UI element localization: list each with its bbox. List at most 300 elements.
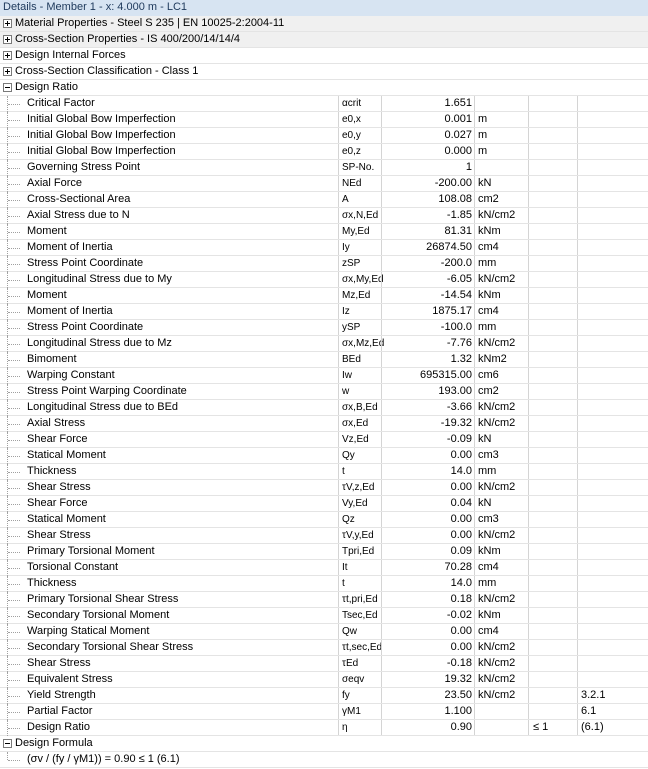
tree-branch <box>8 120 20 121</box>
tree-branch <box>8 376 20 377</box>
row-label: Axial Stress <box>27 417 86 429</box>
row-value: -0.02 <box>446 609 472 621</box>
row-symbol: Tsec,Ed <box>342 610 378 621</box>
unit-cell <box>474 592 529 607</box>
row-value: -200.00 <box>434 177 472 189</box>
tree-branch <box>8 520 20 521</box>
value-cell <box>381 416 475 431</box>
row-symbol: τV,z,Ed <box>342 482 375 493</box>
unit-cell <box>474 144 529 159</box>
comparison-cell <box>528 480 578 495</box>
reference-cell <box>577 112 648 127</box>
row-label: Moment of Inertia <box>27 241 113 253</box>
comparison-cell <box>528 560 578 575</box>
row-value: -1.85 <box>446 209 472 221</box>
row-unit: mm <box>478 321 497 333</box>
value-cell <box>381 336 475 351</box>
row-value: 14.0 <box>450 577 472 589</box>
comparison-cell <box>528 672 578 687</box>
tree-branch <box>8 360 20 361</box>
row-label: Moment <box>27 225 67 237</box>
design-ratio-row[interactable] <box>0 576 648 592</box>
row-value: 0.00 <box>450 641 472 653</box>
tree-branch <box>8 616 20 617</box>
row-unit: m <box>478 129 488 141</box>
reference-cell <box>577 656 648 671</box>
row-label: Moment of Inertia <box>27 305 113 317</box>
row-value: -19.32 <box>440 417 472 429</box>
row-value: 70.28 <box>444 561 472 573</box>
comparison-cell <box>528 720 578 735</box>
row-label: Governing Stress Point <box>27 161 141 173</box>
reference-cell <box>577 672 648 687</box>
tree-branch <box>8 472 20 473</box>
row-value: 1875.17 <box>432 305 472 317</box>
comparison-cell <box>528 512 578 527</box>
design-ratio-row[interactable] <box>0 96 648 112</box>
row-unit: kN <box>478 177 492 189</box>
comparison-cell <box>528 304 578 319</box>
tree-branch <box>8 536 20 537</box>
design-ratio-row[interactable] <box>0 112 648 128</box>
value-cell <box>381 496 475 511</box>
design-ratio-row[interactable] <box>0 560 648 576</box>
comparison-cell <box>528 544 578 559</box>
unit-cell <box>474 704 529 719</box>
tree-branch <box>8 552 20 553</box>
row-unit: cm6 <box>478 369 499 381</box>
unit-cell <box>474 368 529 383</box>
row-unit: kN/cm2 <box>478 417 516 429</box>
row-symbol: γM1 <box>342 706 361 717</box>
design-ratio-row[interactable] <box>0 608 648 624</box>
row-unit: cm4 <box>478 305 499 317</box>
reference-cell <box>577 320 648 335</box>
row-label: Equivalent Stress <box>27 673 113 685</box>
comparison-cell <box>528 624 578 639</box>
value-cell <box>381 144 475 159</box>
value-cell <box>381 400 475 415</box>
section-label: Design Ratio <box>15 81 78 93</box>
row-label: Secondary Torsional Shear Stress <box>27 641 194 653</box>
tree-branch <box>8 168 20 169</box>
design-ratio-row[interactable] <box>0 304 648 320</box>
value-cell <box>381 720 475 735</box>
value-cell <box>381 208 475 223</box>
row-symbol: Iw <box>342 370 352 381</box>
row-label: Longitudinal Stress due to Mz <box>27 337 172 349</box>
tree-branch <box>8 344 20 345</box>
tree-branch <box>8 392 20 393</box>
row-reference: (6.1) <box>581 721 604 733</box>
row-unit: cm4 <box>478 241 499 253</box>
row-label: Shear Force <box>27 497 88 509</box>
section-material-properties[interactable] <box>0 16 648 32</box>
row-label: Thickness <box>27 465 77 477</box>
unit-cell <box>474 432 529 447</box>
reference-cell <box>577 384 648 399</box>
unit-cell <box>474 96 529 111</box>
value-cell <box>381 512 475 527</box>
design-ratio-row[interactable] <box>0 352 648 368</box>
row-comparison: ≤ 1 <box>533 721 549 733</box>
row-symbol: σx,B,Ed <box>342 402 378 413</box>
row-unit: kNm2 <box>478 353 507 365</box>
value-cell <box>381 608 475 623</box>
design-ratio-row[interactable] <box>0 704 648 720</box>
comparison-cell <box>528 448 578 463</box>
row-label: Shear Stress <box>27 529 91 541</box>
row-symbol: Qw <box>342 626 357 637</box>
design-ratio-row[interactable] <box>0 320 648 336</box>
value-cell <box>381 176 475 191</box>
row-label: Moment <box>27 289 67 301</box>
row-symbol: Tpri,Ed <box>342 546 375 557</box>
row-unit: mm <box>478 257 497 269</box>
comparison-cell <box>528 208 578 223</box>
unit-cell <box>474 304 529 319</box>
design-ratio-row[interactable] <box>0 656 648 672</box>
row-value: 0.18 <box>450 593 472 605</box>
reference-cell <box>577 560 648 575</box>
row-unit: kNm <box>478 545 501 557</box>
design-ratio-rows <box>0 96 648 736</box>
unit-cell <box>474 128 529 143</box>
unit-cell <box>474 256 529 271</box>
reference-cell <box>577 288 648 303</box>
comparison-cell <box>528 416 578 431</box>
unit-cell <box>474 720 529 735</box>
row-unit: cm2 <box>478 193 499 205</box>
design-ratio-row[interactable] <box>0 400 648 416</box>
row-label: Axial Force <box>27 177 83 189</box>
reference-cell <box>577 624 648 639</box>
reference-cell <box>577 480 648 495</box>
value-cell <box>381 192 475 207</box>
row-label: Shear Force <box>27 433 88 445</box>
row-symbol: BEd <box>342 354 361 365</box>
design-ratio-row[interactable] <box>0 272 648 288</box>
row-label: Cross-Sectional Area <box>27 193 131 205</box>
design-ratio-row[interactable] <box>0 128 648 144</box>
row-unit: kN <box>478 433 492 445</box>
value-cell <box>381 688 475 703</box>
design-ratio-row[interactable] <box>0 160 648 176</box>
row-value: -6.05 <box>446 273 472 285</box>
design-ratio-row[interactable] <box>0 544 648 560</box>
row-symbol: σx,Mz,Ed <box>342 338 385 349</box>
design-ratio-row[interactable] <box>0 416 648 432</box>
unit-cell <box>474 112 529 127</box>
reference-cell <box>577 496 648 511</box>
value-cell <box>381 384 475 399</box>
design-ratio-row[interactable] <box>0 432 648 448</box>
row-symbol: Iz <box>342 306 350 317</box>
row-symbol: zSP <box>342 258 361 269</box>
reference-cell <box>577 608 648 623</box>
row-symbol: σx,My,Ed <box>342 274 384 285</box>
tree-branch <box>8 440 20 441</box>
unit-cell <box>474 576 529 591</box>
reference-cell <box>577 160 648 175</box>
expand-icon[interactable] <box>3 51 12 60</box>
design-ratio-row[interactable] <box>0 288 648 304</box>
row-unit: kN/cm2 <box>478 481 516 493</box>
expand-icon[interactable] <box>3 67 12 76</box>
section-label: Design Formula <box>15 737 93 749</box>
value-cell <box>381 160 475 175</box>
row-value: 108.08 <box>438 193 472 205</box>
row-symbol: Qz <box>342 514 355 525</box>
row-value: -100.0 <box>440 321 472 333</box>
expand-icon[interactable] <box>3 19 12 28</box>
row-label: Primary Torsional Moment <box>27 545 155 557</box>
row-symbol: τt,pri,Ed <box>342 594 378 605</box>
reference-cell <box>577 512 648 527</box>
row-symbol: τt,sec,Ed <box>342 642 383 653</box>
row-value: -7.76 <box>446 337 472 349</box>
design-ratio-row[interactable] <box>0 448 648 464</box>
reference-cell <box>577 272 648 287</box>
reference-cell <box>577 544 648 559</box>
row-label: Axial Stress due to N <box>27 209 130 221</box>
design-ratio-row[interactable] <box>0 720 648 736</box>
tree-branch <box>8 152 20 153</box>
row-unit: kN/cm2 <box>478 657 516 669</box>
design-ratio-row[interactable] <box>0 528 648 544</box>
design-ratio-row[interactable] <box>0 672 648 688</box>
row-value: 81.31 <box>444 225 472 237</box>
design-ratio-row[interactable] <box>0 496 648 512</box>
row-unit: kN/cm2 <box>478 273 516 285</box>
row-label: Longitudinal Stress due to My <box>27 273 172 285</box>
row-value: 26874.50 <box>426 241 472 253</box>
comparison-cell <box>528 112 578 127</box>
row-label: Shear Stress <box>27 481 91 493</box>
row-symbol: My,Ed <box>342 226 370 237</box>
section-cross-section-classification[interactable] <box>0 64 648 80</box>
comparison-cell <box>528 528 578 543</box>
row-value: -200.0 <box>440 257 472 269</box>
row-unit: kNm <box>478 609 501 621</box>
expand-icon[interactable] <box>3 35 12 44</box>
design-ratio-row[interactable] <box>0 384 648 400</box>
value-cell <box>381 672 475 687</box>
tree-branch <box>8 328 20 329</box>
design-ratio-row[interactable] <box>0 480 648 496</box>
value-cell <box>381 480 475 495</box>
comparison-cell <box>528 656 578 671</box>
row-value: 0.09 <box>450 545 472 557</box>
row-unit: m <box>478 113 488 125</box>
row-reference: 3.2.1 <box>581 689 606 701</box>
details-title: Details - Member 1 - x: 4.000 m - LC1 <box>3 1 188 13</box>
value-cell <box>381 288 475 303</box>
row-value: 0.00 <box>450 481 472 493</box>
design-ratio-row[interactable] <box>0 208 648 224</box>
unit-cell <box>474 512 529 527</box>
row-unit: kN/cm2 <box>478 689 516 701</box>
design-ratio-row[interactable] <box>0 176 648 192</box>
comparison-cell <box>528 256 578 271</box>
row-reference: 6.1 <box>581 705 597 717</box>
reference-cell <box>577 592 648 607</box>
value-cell <box>381 448 475 463</box>
design-ratio-row[interactable] <box>0 688 648 704</box>
section-design-formula[interactable] <box>0 736 648 752</box>
row-symbol: fy <box>342 690 350 701</box>
design-ratio-row[interactable] <box>0 640 648 656</box>
row-unit: cm2 <box>478 385 499 397</box>
row-label: Design Ratio <box>27 721 90 733</box>
row-label: Statical Moment <box>27 449 106 461</box>
design-ratio-row[interactable] <box>0 240 648 256</box>
comparison-cell <box>528 464 578 479</box>
section-design-ratio[interactable] <box>0 80 648 96</box>
row-symbol: τEd <box>342 658 359 669</box>
unit-cell <box>474 240 529 255</box>
tree-branch <box>8 232 20 233</box>
design-ratio-row[interactable] <box>0 192 648 208</box>
unit-cell <box>474 624 529 639</box>
unit-cell <box>474 352 529 367</box>
comparison-cell <box>528 352 578 367</box>
row-symbol: σx,N,Ed <box>342 210 379 221</box>
row-label: Shear Stress <box>27 657 91 669</box>
tree-branch <box>8 728 20 729</box>
row-symbol: SP-No. <box>342 162 375 173</box>
design-ratio-row[interactable] <box>0 256 648 272</box>
comparison-cell <box>528 608 578 623</box>
value-cell <box>381 624 475 639</box>
comparison-cell <box>528 176 578 191</box>
row-value: 1 <box>465 161 472 173</box>
row-unit: cm3 <box>478 449 499 461</box>
value-cell <box>381 704 475 719</box>
comparison-cell <box>528 576 578 591</box>
unit-cell <box>474 192 529 207</box>
row-symbol: e0,y <box>342 130 361 141</box>
row-symbol: NEd <box>342 178 362 189</box>
unit-cell <box>474 608 529 623</box>
section-label: Design Internal Forces <box>15 49 126 61</box>
row-value: 1.651 <box>444 97 472 109</box>
unit-cell <box>474 544 529 559</box>
tree-branch <box>8 248 20 249</box>
tree-branch <box>8 760 20 761</box>
tree-branch <box>8 680 20 681</box>
reference-cell <box>577 720 648 735</box>
row-unit: cm3 <box>478 513 499 525</box>
row-label: Critical Factor <box>27 97 95 109</box>
design-ratio-row[interactable] <box>0 224 648 240</box>
value-cell <box>381 640 475 655</box>
unit-cell <box>474 416 529 431</box>
row-unit: cm4 <box>478 625 499 637</box>
row-value: 0.001 <box>444 113 472 125</box>
row-value: 0.000 <box>444 145 472 157</box>
comparison-cell <box>528 240 578 255</box>
row-symbol: Vy,Ed <box>342 498 368 509</box>
row-symbol: t <box>342 578 345 589</box>
collapse-icon[interactable] <box>3 739 12 748</box>
value-cell <box>381 368 475 383</box>
row-unit: kN/cm2 <box>478 593 516 605</box>
value-cell <box>381 528 475 543</box>
reference-cell <box>577 304 648 319</box>
comparison-cell <box>528 320 578 335</box>
row-symbol: It <box>342 562 348 573</box>
comparison-cell <box>528 704 578 719</box>
tree-branch <box>8 456 20 457</box>
value-cell <box>381 592 475 607</box>
value-cell <box>381 320 475 335</box>
unit-cell <box>474 528 529 543</box>
row-label: Longitudinal Stress due to BEd <box>27 401 179 413</box>
unit-cell <box>474 448 529 463</box>
design-ratio-row[interactable] <box>0 368 648 384</box>
unit-cell <box>474 688 529 703</box>
section-cross-section-properties[interactable] <box>0 32 648 48</box>
row-unit: kN/cm2 <box>478 337 516 349</box>
reference-cell <box>577 448 648 463</box>
reference-cell <box>577 256 648 271</box>
tree-branch <box>8 296 20 297</box>
design-ratio-row[interactable] <box>0 464 648 480</box>
tree-branch <box>8 488 20 489</box>
collapse-icon[interactable] <box>3 83 12 92</box>
row-symbol: A <box>342 194 349 205</box>
design-ratio-row[interactable] <box>0 592 648 608</box>
tree-branch <box>8 504 20 505</box>
unit-cell <box>474 208 529 223</box>
tree-branch <box>8 264 20 265</box>
tree-branch <box>8 408 20 409</box>
design-ratio-row[interactable] <box>0 624 648 640</box>
design-ratio-row[interactable] <box>0 144 648 160</box>
row-symbol: Qy <box>342 450 355 461</box>
row-value: 0.04 <box>450 497 472 509</box>
row-symbol: σx,Ed <box>342 418 369 429</box>
row-symbol: ySP <box>342 322 361 333</box>
row-label: Primary Torsional Shear Stress <box>27 593 179 605</box>
row-unit: kN/cm2 <box>478 641 516 653</box>
unit-cell <box>474 288 529 303</box>
row-symbol: w <box>342 386 350 397</box>
section-design-internal-forces[interactable] <box>0 48 648 64</box>
unit-cell <box>474 336 529 351</box>
unit-cell <box>474 672 529 687</box>
reference-cell <box>577 416 648 431</box>
tree-branch <box>8 200 20 201</box>
row-unit: mm <box>478 577 497 589</box>
tree-branch <box>8 136 20 137</box>
row-value: 0.00 <box>450 625 472 637</box>
design-ratio-row[interactable] <box>0 336 648 352</box>
row-label: Thickness <box>27 577 77 589</box>
comparison-cell <box>528 128 578 143</box>
comparison-cell <box>528 384 578 399</box>
row-label: Bimoment <box>27 353 77 365</box>
row-label: Statical Moment <box>27 513 106 525</box>
tree-branch <box>8 664 20 665</box>
design-ratio-row[interactable] <box>0 512 648 528</box>
tree-branch <box>8 568 20 569</box>
row-value: 0.027 <box>444 129 472 141</box>
unit-cell <box>474 560 529 575</box>
details-tree <box>0 16 648 768</box>
unit-cell <box>474 496 529 511</box>
